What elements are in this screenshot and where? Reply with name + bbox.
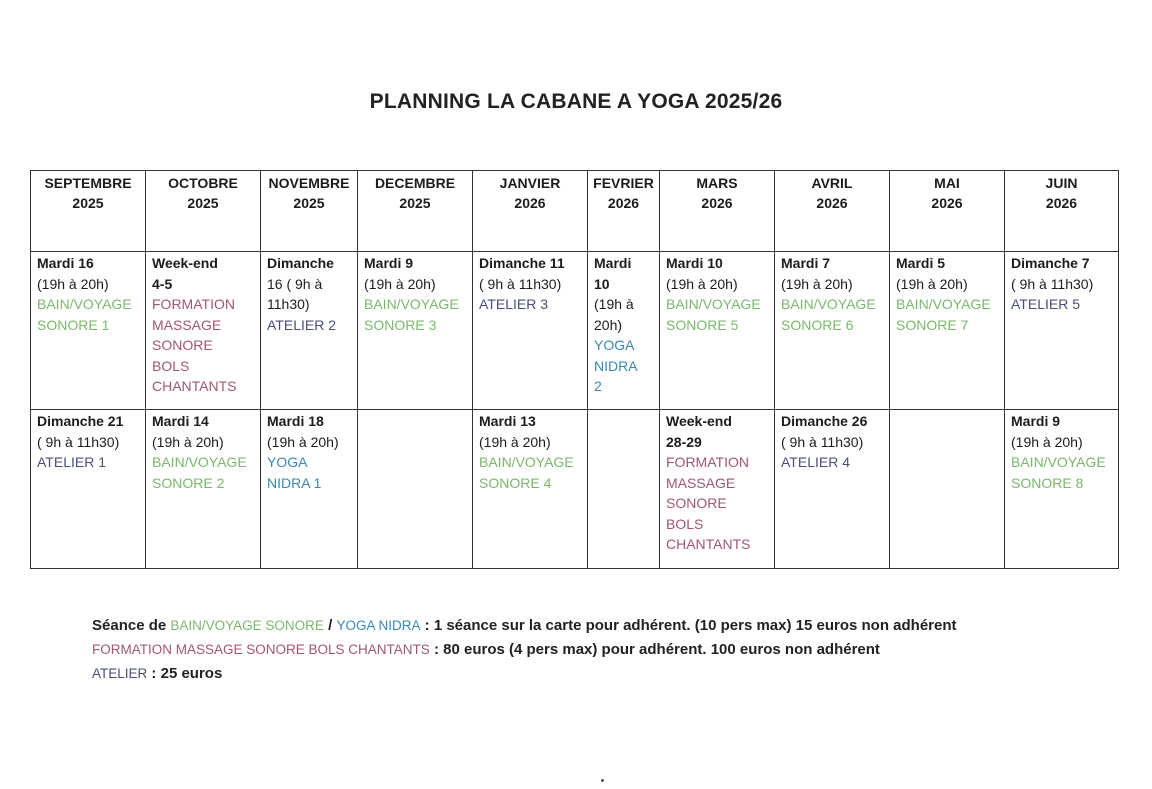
event-label: ATELIER 5 [1011, 296, 1080, 312]
event-label: SONORE 3 [364, 316, 437, 333]
event-date: Mardi 14 [152, 413, 209, 429]
event-label: MASSAGE [152, 316, 222, 333]
event-label: 2 [594, 378, 602, 394]
empty-cell [588, 410, 660, 569]
event-cell [261, 252, 358, 410]
month-name: AVRIL [811, 175, 853, 191]
month-year: 2026 [1045, 195, 1078, 211]
month-header [660, 171, 775, 252]
legend-atelier-price: : 25 euros [147, 665, 223, 682]
event-label: SONORE 5 [666, 316, 739, 333]
event-label: ATELIER 2 [267, 316, 336, 333]
event-label: FORMATION [666, 454, 749, 470]
event-time: (19h à [594, 296, 634, 312]
event-time: (19h à 20h) [37, 275, 109, 292]
event-date: Dimanche 7 [1011, 255, 1090, 271]
month-name: JUIN [1045, 175, 1078, 191]
event-label: YOGA [267, 454, 308, 470]
event-label: NIDRA 1 [267, 474, 322, 491]
event-cell [358, 252, 473, 410]
event-label: CHANTANTS [666, 536, 751, 552]
event-cell [146, 252, 261, 410]
month-header [261, 171, 358, 252]
month-year: 2025 [72, 195, 104, 211]
event-label: 10 [594, 275, 610, 292]
month-name: NOVEMBRE [268, 175, 350, 191]
event-label: BAIN/VOYAGE [152, 454, 247, 470]
legend-line-formation [92, 641, 880, 658]
event-label: BAIN/VOYAGE [479, 454, 574, 470]
schedule-row-1 [31, 252, 1119, 410]
event-time: 16 ( 9h à [267, 275, 323, 292]
event-date: Dimanche [267, 255, 334, 271]
event-label: ATELIER 3 [479, 296, 548, 312]
empty-cell [890, 410, 1005, 569]
event-date: Mardi 9 [364, 255, 414, 271]
event-label: ATELIER 4 [781, 454, 850, 470]
event-date: Dimanche 21 [37, 413, 124, 429]
month-name: FEVRIER [593, 175, 654, 191]
legend-formation-price: : 80 euros (4 pers max) pour adhérent. 100 euros non adhérent [429, 641, 880, 658]
event-label: 4-5 [152, 275, 173, 292]
event-date: Mardi 5 [896, 255, 946, 271]
event-time: (19h à 20h) [666, 275, 738, 292]
event-label: CHANTANTS [152, 378, 237, 394]
month-year: 2026 [701, 195, 733, 211]
month-header [31, 171, 146, 252]
event-time: (19h à 20h) [152, 433, 224, 450]
event-cell [660, 252, 775, 410]
month-name: OCTOBRE [168, 175, 238, 191]
event-label: FORMATION [152, 296, 235, 312]
event-date: Week-end [152, 255, 218, 271]
event-cell [890, 252, 1005, 410]
event-cell [1005, 410, 1119, 569]
event-time: ( 9h à 11h30) [37, 433, 120, 450]
month-name: DECEMBRE [374, 175, 456, 191]
month-year: 2025 [187, 195, 219, 211]
event-label: SONORE 4 [479, 474, 552, 491]
event-time: (19h à 20h) [364, 275, 436, 292]
month-year: 2026 [931, 195, 963, 211]
event-label: BOLS [666, 515, 704, 532]
event-date: Mardi [594, 255, 632, 271]
month-header [1005, 171, 1119, 252]
event-label: BAIN/VOYAGE [781, 296, 876, 312]
empty-cell [358, 410, 473, 569]
month-year: 2026 [816, 195, 848, 211]
month-header [775, 171, 890, 252]
legend-bain-voyage-label: BAIN/VOYAGE SONORE [170, 618, 324, 633]
event-label: SONORE 6 [781, 316, 854, 333]
event-time: (19h à 20h) [1011, 433, 1083, 450]
legend-yoga-nidra-label: YOGA NIDRA [336, 618, 421, 633]
event-label: BOLS [152, 357, 190, 374]
event-label: NIDRA [594, 357, 638, 374]
event-label: ATELIER 1 [37, 454, 106, 470]
month-name: JANVIER [499, 175, 561, 191]
month-header [358, 171, 473, 252]
event-cell [146, 410, 261, 569]
event-cell [31, 252, 146, 410]
event-label: BAIN/VOYAGE [1011, 454, 1106, 470]
month-header-row [31, 171, 1119, 252]
month-year: 2026 [607, 195, 640, 211]
event-label: BAIN/VOYAGE [364, 296, 459, 312]
event-cell [588, 252, 660, 410]
legend-formation-label: FORMATION MASSAGE SONORE BOLS CHANTANTS [92, 642, 430, 657]
month-name: SEPTEMBRE [44, 175, 132, 191]
event-cell [775, 252, 890, 410]
event-time: (19h à 20h) [267, 433, 339, 450]
event-label: SONORE 7 [896, 316, 969, 333]
event-time: 11h30) [267, 296, 310, 312]
event-cell [261, 410, 358, 569]
event-label: SONORE 1 [37, 316, 110, 333]
month-header [473, 171, 588, 252]
month-year: 2025 [399, 195, 431, 211]
legend-line-atelier [92, 665, 222, 682]
event-label: MASSAGE [666, 474, 736, 491]
legend-bain-nidra-price: : 1 séance sur la carte pour adhérent. (10 pers max) 15 euros non adhérent [420, 617, 957, 634]
month-year: 2025 [293, 195, 325, 211]
month-name: MARS [696, 175, 738, 191]
event-cell [473, 252, 588, 410]
event-label: BAIN/VOYAGE [666, 296, 761, 312]
event-time: ( 9h à 11h30) [781, 433, 864, 450]
event-date: Mardi 9 [1011, 413, 1061, 429]
month-header [890, 171, 1005, 252]
event-cell [31, 410, 146, 569]
event-label: SONORE [152, 337, 213, 353]
event-time: ( 9h à 11h30) [1011, 275, 1094, 292]
schedule-row-2 [31, 410, 1119, 569]
legend-line-bain-nidra [92, 617, 957, 634]
event-label: YOGA [594, 337, 635, 353]
event-label: SONORE 2 [152, 474, 225, 491]
event-cell [660, 410, 775, 569]
legend-atelier-label: ATELIER [92, 666, 148, 681]
event-time: (19h à 20h) [479, 433, 551, 450]
event-time: ( 9h à 11h30) [479, 275, 562, 292]
event-cell [1005, 252, 1119, 410]
event-date: Mardi 7 [781, 255, 831, 271]
month-year: 2026 [514, 195, 546, 211]
event-date: Mardi 10 [666, 255, 723, 271]
event-label: BAIN/VOYAGE [37, 296, 132, 312]
event-date: Mardi 16 [37, 255, 94, 271]
event-cell [473, 410, 588, 569]
page-title: PLANNING LA CABANE A YOGA 2025/26 [369, 90, 783, 113]
legend-prefix: Séance de [92, 617, 171, 634]
event-time: 20h) [594, 316, 623, 333]
month-header [588, 171, 660, 252]
event-time: (19h à 20h) [781, 275, 853, 292]
event-date: Dimanche 26 [781, 413, 868, 429]
event-label: SONORE 8 [1011, 474, 1084, 491]
month-name: MAI [934, 175, 960, 191]
event-date: Week-end [666, 413, 732, 429]
event-label: 28-29 [666, 433, 702, 450]
event-cell [775, 410, 890, 569]
event-time: (19h à 20h) [896, 275, 968, 292]
planning-table [30, 170, 1119, 569]
scan-speck [601, 779, 604, 782]
event-date: Mardi 18 [267, 413, 324, 429]
event-date: Dimanche 11 [479, 255, 565, 271]
event-label: SONORE [666, 495, 727, 511]
event-label: BAIN/VOYAGE [896, 296, 991, 312]
month-header [146, 171, 261, 252]
event-date: Mardi 13 [479, 413, 536, 429]
legend-separator: / [323, 617, 337, 634]
